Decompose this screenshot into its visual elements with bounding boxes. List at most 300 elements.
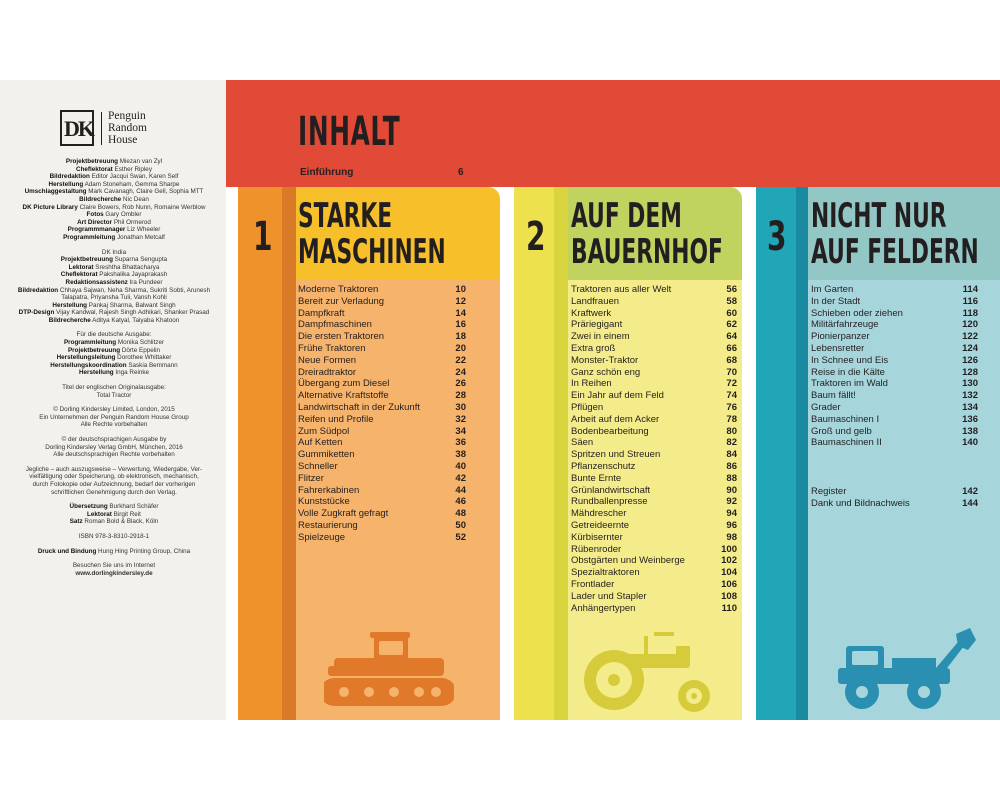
toc-entry[interactable] (571, 473, 737, 485)
credit-role: Lektorat (87, 510, 112, 518)
toc-entry-page: 16 (455, 319, 466, 331)
credit-line (8, 181, 220, 189)
toc-entry-title: Baumaschinen I (811, 413, 880, 425)
toc-entry-title: Lebensretter (811, 342, 865, 354)
credit-role: Redaktionsassistenz (65, 278, 128, 286)
credit-line (8, 166, 220, 174)
credit-line (8, 548, 220, 556)
toc-entry-page: 60 (726, 307, 737, 319)
section-3-stripe (756, 187, 796, 720)
intro-entry-page: 6 (458, 167, 464, 178)
toc-entry-page: 118 (962, 307, 978, 319)
credit-name: Gary Ombler (103, 211, 142, 219)
toc-entry[interactable] (811, 355, 978, 367)
section-1-stripe (238, 187, 282, 720)
credit-name: Phil Ormerod (112, 218, 151, 226)
credit-role: Druck und Bindung (37, 547, 97, 555)
toc-entry[interactable] (298, 390, 466, 402)
toc-entry-title: In Reihen (571, 378, 612, 390)
section-3-toc (811, 284, 978, 449)
toc-entry[interactable] (571, 544, 737, 556)
toc-entry[interactable] (571, 390, 737, 402)
toc-entry[interactable] (298, 284, 466, 296)
toc-entry-title: Landfrauen (571, 295, 620, 307)
toc-entry-page: 66 (726, 342, 737, 354)
toc-entry-page: 42 (455, 472, 466, 484)
toc-entry[interactable] (811, 414, 978, 426)
toc-entry-page: 46 (455, 496, 466, 508)
credit-name: Dorothee Whittaker (115, 354, 172, 362)
toc-entry[interactable] (298, 355, 466, 367)
credit-line (8, 287, 220, 302)
section-3-extra-toc (811, 486, 978, 510)
toc-entry-title: Ein Jahr auf dem Feld (571, 390, 664, 402)
credit-name: Dörte Eppelin (120, 346, 161, 354)
imprint-line: Ein Unternehmen der Penguin Random House Group (39, 413, 189, 421)
toc-entry[interactable] (298, 496, 466, 508)
toc-entry[interactable] (298, 296, 466, 308)
imprint-line: Für die deutsche Ausgabe: (76, 331, 152, 339)
credit-line (8, 369, 220, 377)
toc-entry-title: Dank und Bildnachweis (811, 497, 910, 509)
toc-entry-page: 108 (721, 590, 737, 602)
toc-entry-title: Grader (811, 401, 841, 413)
toc-entry[interactable] (571, 319, 737, 331)
toc-entry-page: 26 (455, 378, 466, 390)
spacer (8, 377, 220, 384)
credit-line (8, 518, 220, 526)
toc-entry[interactable] (571, 603, 737, 615)
toc-entry[interactable] (571, 508, 737, 520)
toc-entry-title: Präriegigant (571, 319, 623, 331)
credit-role: Herstellung (48, 180, 84, 188)
imprint-line: © Dorling Kindersley Limited, London, 2015 (53, 406, 175, 414)
toc-entry-title: Gummiketten (298, 449, 355, 461)
forestry-tractor-icon (832, 624, 982, 710)
credit-line (8, 188, 220, 196)
toc-entry-page: 24 (455, 366, 466, 378)
toc-entry-title: Zum Südpol (298, 425, 350, 437)
toc-entry-page: 10 (455, 284, 466, 295)
toc-entry[interactable] (571, 308, 737, 320)
credit-line (8, 302, 220, 310)
section-1-inner-stripe (282, 187, 296, 720)
toc-entry[interactable] (298, 449, 466, 461)
toc-entry-title: Kunststücke (298, 496, 350, 508)
toc-entry-page: 40 (455, 460, 466, 472)
toc-entry-title: Spezialtraktoren (571, 567, 640, 579)
toc-entry-page: 38 (455, 449, 466, 461)
toc-entry-page: 32 (455, 413, 466, 425)
toc-entry[interactable] (298, 319, 466, 331)
credit-role: Cheflektorat (60, 271, 98, 279)
toc-entry-page: 126 (962, 354, 978, 366)
toc-entry-title: Monster-Traktor (571, 354, 639, 366)
toc-entry-page: 14 (455, 307, 466, 319)
toc-entry-page: 74 (726, 390, 737, 402)
credit-name: Roman Bold & Black, Köln (82, 518, 159, 526)
credit-role: Bildrecherche (79, 195, 122, 203)
credit-name: Jonathan Metcalf (115, 233, 165, 241)
toc-entry-page: 96 (726, 519, 737, 531)
credit-name: Monika Schlitzer (116, 339, 165, 347)
toc-entry-title: Schieben oder ziehen (811, 307, 903, 319)
section-title-line: AUF FELDERN (811, 232, 979, 272)
toc-entry-title: Alternative Kraftstoffe (298, 390, 389, 402)
crawler-tractor-icon (324, 628, 454, 708)
credit-line (8, 362, 220, 370)
toc-entry[interactable] (571, 343, 737, 355)
section-2-number: 2 (526, 214, 546, 260)
credit-name: Pakshalika Jayaprakash (97, 271, 168, 279)
credit-line (8, 226, 220, 234)
toc-entry-title: Restaurierung (298, 519, 358, 531)
toc-entry-title: Dampfmaschinen (298, 319, 372, 331)
toc-entry-title: Anhängertypen (571, 602, 636, 614)
credit-role: Projektbetreuung (65, 158, 119, 165)
credit-name: Burkhard Schäfer (107, 503, 159, 511)
toc-entry-page: 90 (726, 484, 737, 496)
toc-entry-page: 80 (726, 425, 737, 437)
publisher-line: Random (108, 122, 147, 134)
credit-line (8, 354, 220, 362)
intro-entry-title[interactable]: Einführung (300, 167, 354, 178)
imprint-line: Total Tractor (96, 391, 132, 399)
toc-entry-page: 76 (726, 401, 737, 413)
toc-entry[interactable] (298, 414, 466, 426)
toc-entry-title: Reise in die Kälte (811, 366, 885, 378)
toc-entry[interactable] (571, 520, 737, 532)
toc-entry-page: 68 (726, 354, 737, 366)
spacer (8, 242, 220, 249)
credit-role: DTP-Design (18, 309, 55, 317)
toc-entry-title: Arbeit auf dem Acker (571, 413, 660, 425)
toc-entry-title: Zwei in einem (571, 331, 630, 343)
toc-entry[interactable] (571, 555, 737, 567)
credit-role: Satz (69, 518, 83, 526)
spacer (8, 459, 220, 466)
toc-entry[interactable] (571, 355, 737, 367)
toc-entry[interactable] (811, 437, 978, 449)
toc-entry-title: Register (811, 486, 847, 497)
toc-entry-page: 44 (455, 484, 466, 496)
toc-entry[interactable] (571, 567, 737, 579)
toc-entry-page: 138 (962, 425, 978, 437)
toc-entry-page: 122 (962, 331, 978, 343)
imprint-line: ISBN 978-3-8310-2918-1 (78, 532, 150, 540)
toc-entry[interactable] (571, 496, 737, 508)
credit-name: Aditya Katyal, Taiyaba Khatoon (90, 316, 180, 324)
credit-line (8, 317, 220, 325)
credit-name: Inga Reinke (113, 369, 149, 377)
toc-entry-title: Spielzeuge (298, 531, 346, 543)
credit-name: Pankaj Sharma, Balwant Singh (87, 301, 176, 309)
credit-role: Übersetzung (69, 503, 108, 511)
toc-entry-page: 36 (455, 437, 466, 449)
spacer (8, 429, 220, 436)
toc-entry[interactable] (571, 449, 737, 461)
toc-entry-title: Bodenbearbeitung (571, 425, 649, 437)
imprint-page (0, 80, 226, 720)
toc-entry-page: 136 (962, 413, 978, 425)
credit-line (8, 503, 220, 511)
section-title-line: STARKE (298, 196, 393, 236)
credit-role: Umschlaggestaltung (24, 188, 87, 196)
credit-role: Projektbetreuung (60, 256, 113, 264)
toc-entry[interactable] (811, 308, 978, 320)
credit-line (8, 204, 220, 212)
credit-line (8, 211, 220, 219)
toc-entry[interactable] (571, 378, 737, 390)
toc-entry-title: Extra groß (571, 342, 616, 354)
toc-entry[interactable] (298, 308, 466, 320)
spacer (8, 324, 220, 331)
toc-entry-page: 70 (726, 366, 737, 378)
toc-entry-title: Kraftwerk (571, 307, 612, 319)
toc-entry[interactable] (811, 378, 978, 390)
toc-entry[interactable] (571, 426, 737, 438)
toc-entry[interactable] (811, 296, 978, 308)
credit-role: Projektbetreuung (67, 346, 121, 354)
toc-entry-title: Ganz schön eng (571, 366, 641, 378)
toc-entry-title: In der Stadt (811, 295, 861, 307)
toc-entry[interactable] (298, 367, 466, 379)
toc-entry-title: Traktoren aus aller Welt (571, 284, 672, 295)
toc-entry-page: 22 (455, 354, 466, 366)
section-title-line: BAUERNHOF (571, 232, 723, 272)
imprint-line: Besuchen Sie uns im Internet (72, 562, 156, 570)
toc-entry[interactable] (811, 367, 978, 379)
spacer (8, 541, 220, 548)
section-2-title (571, 198, 723, 270)
credit-role: Herstellung (79, 369, 114, 377)
credit-name: Ira Pundeer (127, 278, 163, 286)
toc-entry[interactable] (571, 296, 737, 308)
imprint-line: DK India (101, 248, 127, 256)
toc-entry[interactable] (811, 486, 978, 498)
credit-name: Chhaya Sajwan, Neha Sharma, Sukriti Sobti, Arunesh Talapatra, Priyansha Tuli, Vansh Kohli (58, 286, 211, 302)
toc-entry-title: Schneller (298, 460, 338, 472)
credit-role: Bildredaktion (49, 173, 90, 181)
toc-entry-page: 50 (455, 519, 466, 531)
credit-name: Hung Hing Printing Group, China (96, 547, 191, 555)
publisher-line: House (108, 134, 138, 146)
imprint-line: Jegliche – auch auszugsweise – Verwertung, Wiedergabe, Ver- (25, 465, 203, 473)
toc-entry-page: 116 (962, 295, 978, 307)
credit-role: Lektorat (68, 263, 94, 271)
toc-entry-title: Pflügen (571, 401, 604, 413)
credit-line (8, 511, 220, 519)
credit-role: Fotos (86, 211, 104, 219)
toc-entry[interactable] (298, 485, 466, 497)
credit-line (8, 196, 220, 204)
toc-entry-title: Kürbisernter (571, 531, 623, 543)
imprint-line: Alle deutschsprachigen Rechte vorbehalten (53, 451, 175, 459)
imprint-line: Dorling Kindersley Verlag GmbH, München, 2016 (45, 443, 183, 451)
dk-logo-letters: DK (64, 116, 93, 141)
publisher-name (108, 110, 147, 146)
toc-entry-page: 144 (962, 497, 978, 509)
toc-entry-page: 110 (721, 602, 737, 614)
toc-entry[interactable] (298, 402, 466, 414)
contents-page (226, 80, 1000, 720)
toc-entry[interactable] (298, 437, 466, 449)
toc-entry-page: 124 (962, 342, 978, 354)
toc-entry-page: 72 (726, 378, 737, 390)
toc-entry-title: Dreiradtraktor (298, 366, 357, 378)
credit-line (8, 347, 220, 355)
toc-entry[interactable] (571, 331, 737, 343)
toc-entry[interactable] (571, 532, 737, 544)
toc-entry[interactable] (571, 485, 737, 497)
toc-entry-page: 140 (962, 437, 978, 449)
toc-entry-title: Grünlandwirtschaft (571, 484, 651, 496)
toc-entry-title: Obstgärten und Weinberge (571, 555, 685, 567)
credit-name: Vijay Kandwal, Rajesh Singh Adhikari, Shanker Prasad (54, 309, 210, 317)
toc-entry[interactable] (811, 402, 978, 414)
credit-line (8, 219, 220, 227)
toc-entry[interactable] (571, 591, 737, 603)
toc-entry-page: 106 (721, 578, 737, 590)
toc-entry[interactable] (571, 579, 737, 591)
section-2-stripe (514, 187, 554, 720)
toc-entry[interactable] (811, 390, 978, 402)
section-title-line: AUF DEM (571, 196, 682, 236)
toc-entry-title: Militärfahrzeuge (811, 319, 879, 331)
credit-role: Programmmanager (67, 226, 126, 234)
imprint-line: www.dorlingkindersley.de (75, 569, 153, 577)
spacer (8, 555, 220, 562)
imprint-credits (8, 158, 220, 577)
section-3-inner-stripe (796, 187, 808, 720)
toc-entry[interactable] (571, 414, 737, 426)
toc-entry-title: Die ersten Traktoren (298, 331, 385, 343)
toc-entry-title: Traktoren im Wald (811, 378, 888, 390)
credit-name: Nic Dean (121, 195, 149, 203)
toc-entry[interactable] (571, 367, 737, 379)
toc-entry-title: Bereit zur Verladung (298, 295, 385, 307)
credit-role: Programmleitung (63, 233, 116, 241)
toc-entry-title: Volle Zugkraft gefragt (298, 508, 389, 520)
toc-entry[interactable] (298, 378, 466, 390)
toc-entry-title: Rundballenpresse (571, 496, 648, 508)
credit-line (8, 234, 220, 242)
toc-entry-page: 64 (726, 331, 737, 343)
section-3-number: 3 (767, 214, 787, 260)
toc-entry-title: Pflanzenschutz (571, 460, 636, 472)
toc-entry-page: 78 (726, 413, 737, 425)
toc-entry-page: 142 (962, 486, 978, 497)
section-3-title (811, 198, 979, 270)
credit-role: Programmleitung (63, 339, 117, 347)
credit-name: Sreshtha Bhattacharya (93, 263, 160, 271)
credit-name: Saskia Bemmann (126, 361, 178, 369)
imprint-line: © der deutschsprachigen Ausgabe by (61, 436, 167, 443)
credit-name: Claire Bowers, Rob Nunn, Romaine Werblow (77, 203, 206, 211)
toc-entry[interactable] (571, 437, 737, 449)
toc-entry[interactable] (298, 508, 466, 520)
toc-entry-page: 58 (726, 295, 737, 307)
toc-entry-page: 100 (721, 543, 737, 555)
toc-entry-page: 104 (721, 567, 737, 579)
credit-name: Adam Stoneham, Gemma Sharpe (83, 180, 180, 188)
imprint-line: schriftlichen Genehmigung durch den Verlag. (51, 488, 177, 496)
toc-entry-title: Bunte Ernte (571, 472, 622, 484)
toc-entry-title: Rübenroder (571, 543, 622, 555)
toc-entry-title: Spritzen und Streuen (571, 449, 661, 461)
credit-line (8, 256, 220, 264)
toc-entry-title: Im Garten (811, 284, 854, 295)
toc-entry-page: 134 (962, 401, 978, 413)
toc-entry-page: 20 (455, 342, 466, 354)
toc-entry-page: 52 (455, 531, 466, 543)
toc-entry-title: Auf Ketten (298, 437, 343, 449)
section-1-number: 1 (253, 214, 273, 260)
credit-name: Birgit Reit (111, 510, 141, 518)
toc-entry-title: Moderne Traktoren (298, 284, 379, 295)
toc-entry[interactable] (571, 461, 737, 473)
toc-entry[interactable] (571, 284, 737, 296)
toc-entry[interactable] (571, 402, 737, 414)
toc-entry-page: 98 (726, 531, 737, 543)
toc-entry-title: Getreideernte (571, 519, 630, 531)
toc-entry[interactable] (298, 331, 466, 343)
toc-entry-title: Dampfkraft (298, 307, 345, 319)
dk-logo-box (60, 110, 94, 146)
toc-entry[interactable] (811, 331, 978, 343)
toc-entry-title: Mähdrescher (571, 508, 627, 520)
toc-entry[interactable] (811, 343, 978, 355)
toc-entry-page: 102 (721, 555, 737, 567)
toc-entry-page: 94 (726, 508, 737, 520)
credit-role: Herstellung (52, 301, 88, 309)
toc-entry-page: 34 (455, 425, 466, 437)
credit-role: Herstellungsleitung (56, 354, 116, 362)
toc-entry-title: Neue Formen (298, 354, 357, 366)
toc-entry[interactable] (298, 532, 466, 544)
credit-line (8, 173, 220, 181)
toc-entry[interactable] (811, 284, 978, 296)
toc-entry-page: 18 (455, 331, 466, 343)
credit-role: Bildredaktion (17, 286, 59, 294)
toc-entry-page: 128 (962, 366, 978, 378)
toc-entry-page: 132 (962, 390, 978, 402)
credit-name: Mark Cavanagh, Claire Gell, Sophia MTT (86, 188, 204, 196)
imprint-line: durch Fotokopie oder Aufzeichnung, bedarf der vorherigen (32, 480, 196, 488)
credit-name: Editor Jacqui Swan, Karen Self (89, 173, 179, 181)
section-2-toc (571, 284, 737, 614)
toc-entry[interactable] (298, 426, 466, 438)
toc-entry[interactable] (298, 520, 466, 532)
credit-line (8, 264, 220, 272)
credit-role: Art Director (77, 218, 113, 226)
toc-entry-title: Reifen und Profile (298, 413, 374, 425)
toc-entry[interactable] (811, 426, 978, 438)
toc-entry[interactable] (811, 319, 978, 331)
imprint-line: Titel der englischen Originalausgabe: (62, 384, 166, 392)
credit-name: Esther Ripley (112, 165, 152, 173)
toc-entry[interactable] (298, 343, 466, 355)
toc-entry-page: 48 (455, 508, 466, 520)
credit-name: Liz Wheeler (125, 226, 161, 234)
toc-entry-page: 92 (726, 496, 737, 508)
toc-entry[interactable] (298, 461, 466, 473)
section-title-line: MASCHINEN (298, 232, 446, 272)
toc-entry[interactable] (298, 473, 466, 485)
section-2-inner-stripe (554, 187, 568, 720)
credit-name: Suparna Sengupta (112, 256, 168, 264)
toc-entry[interactable] (811, 498, 978, 510)
